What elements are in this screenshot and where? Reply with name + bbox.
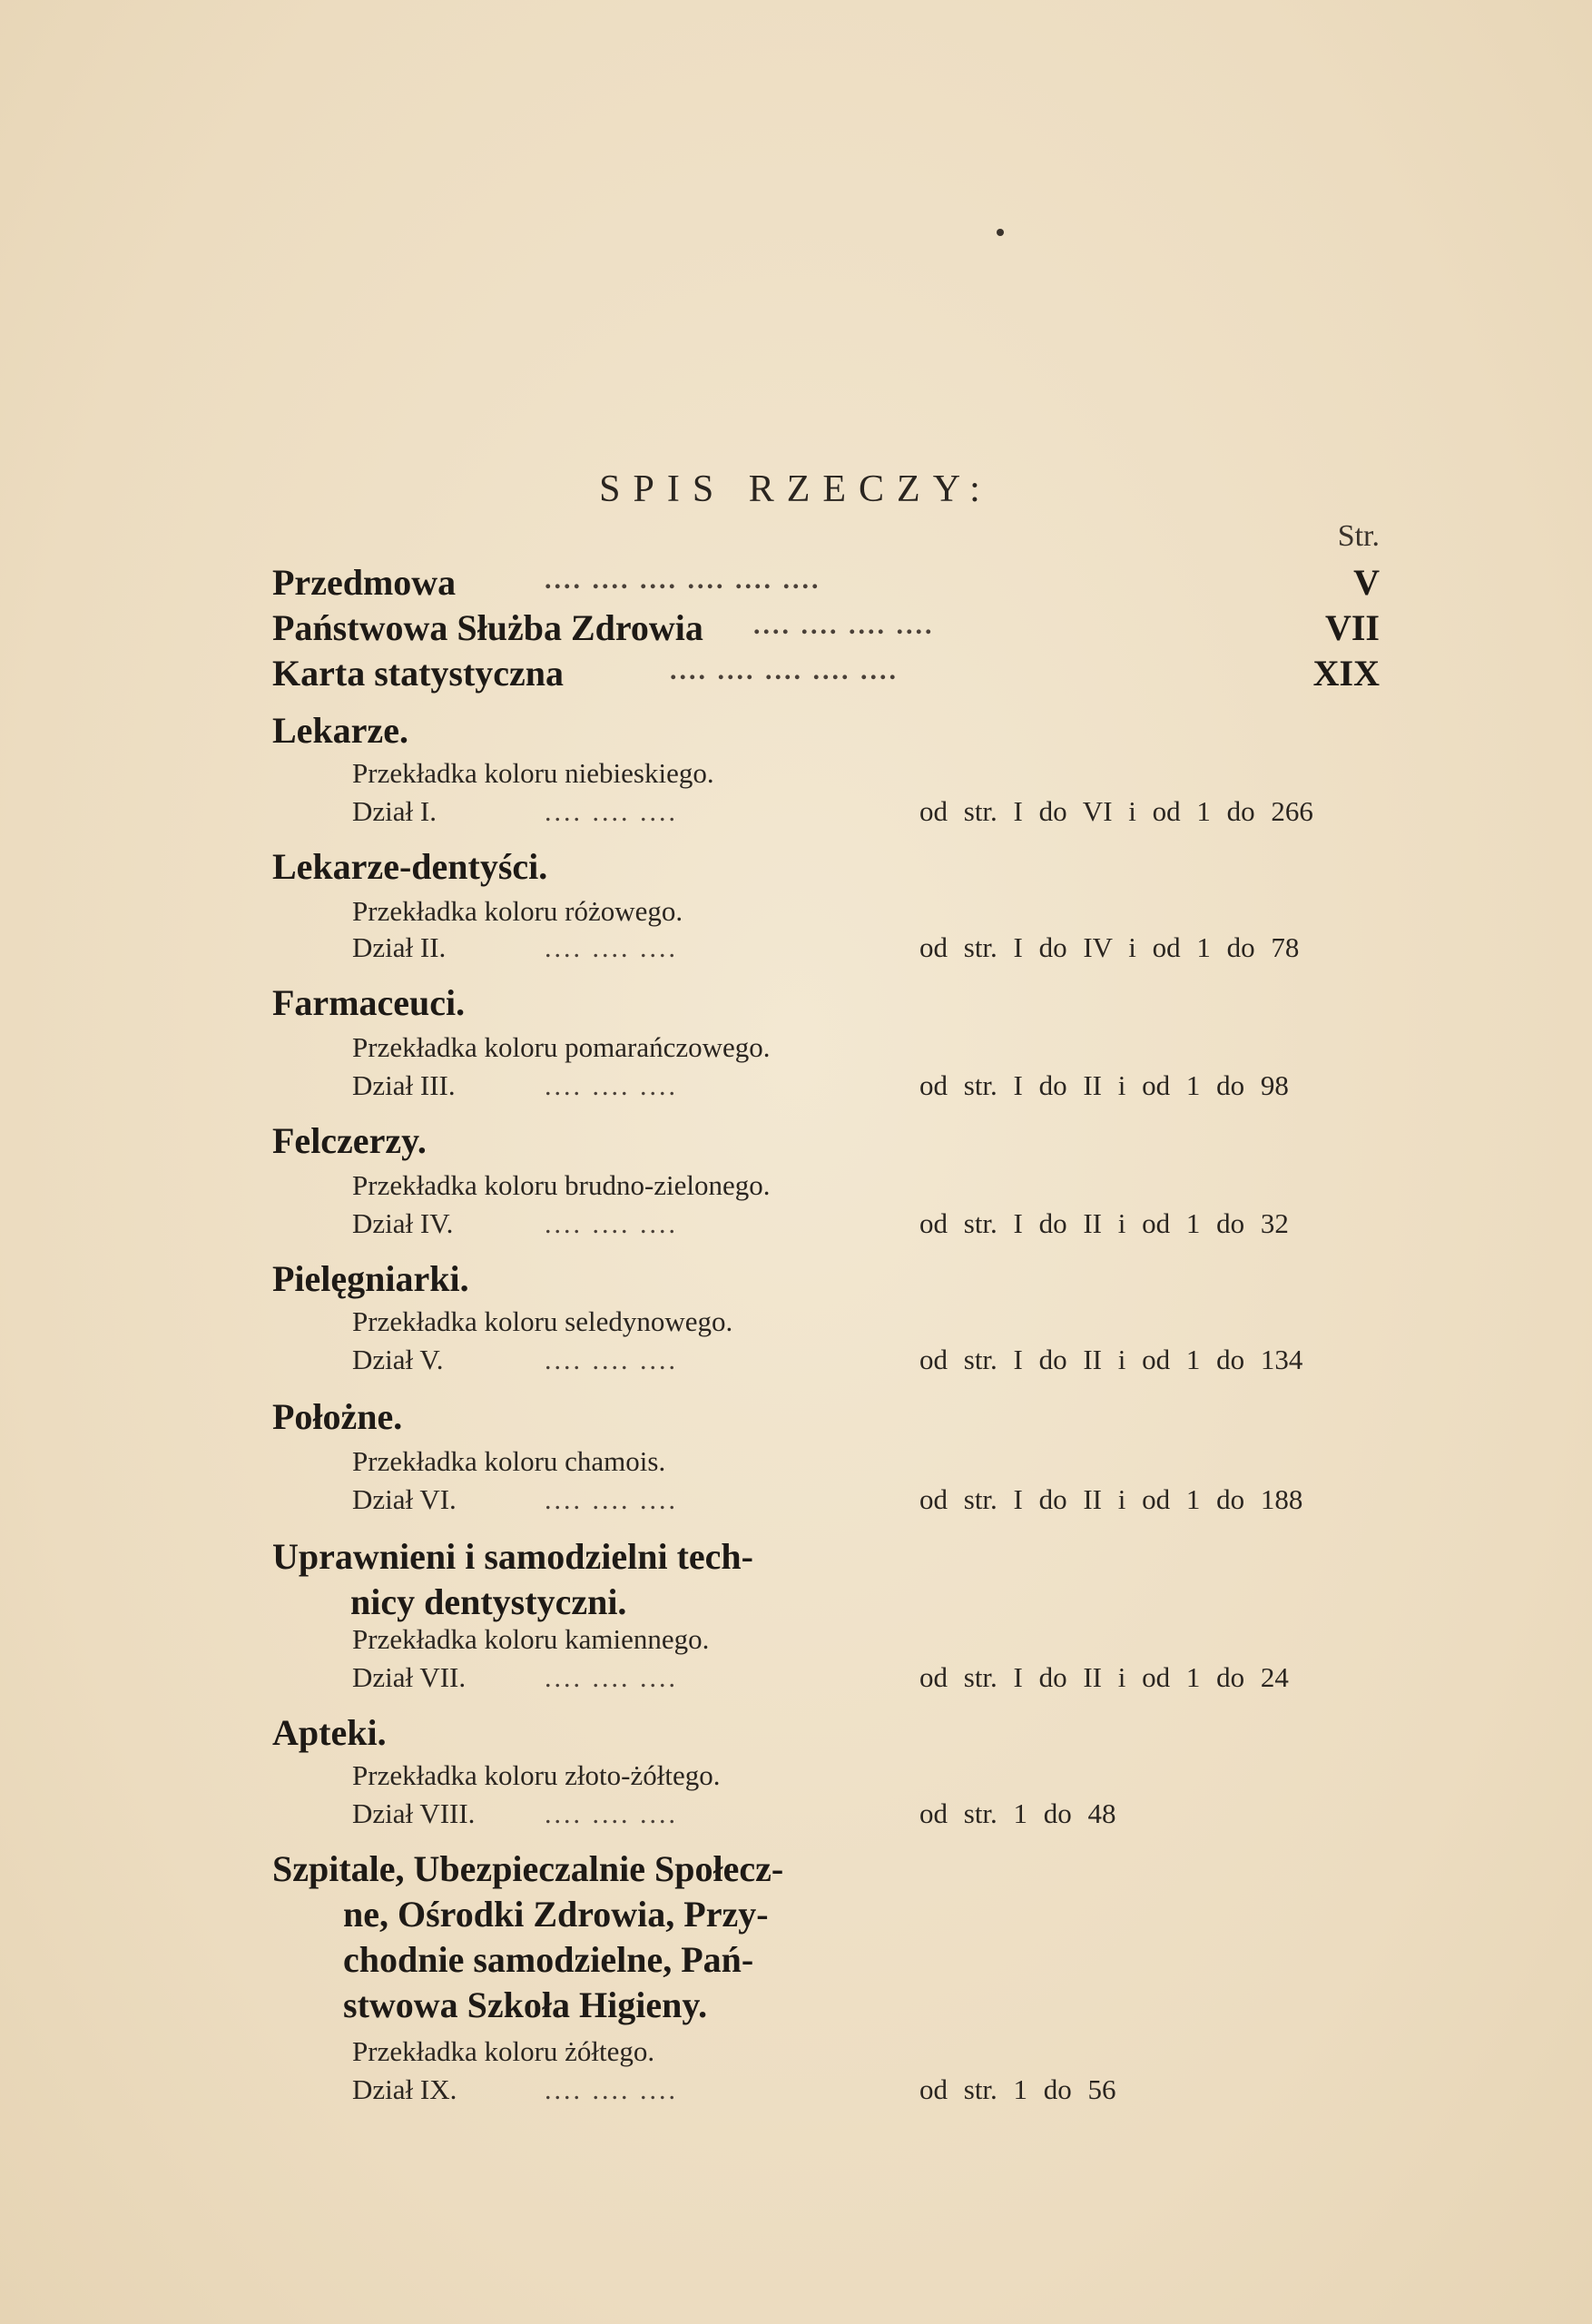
section-number: Dział II. (352, 931, 447, 963)
page-range: od str. 1 do 48 (919, 1797, 1116, 1829)
page-range: od str. I do II i od 1 do 24 (919, 1661, 1289, 1693)
entry-label: Państwowa Służba Zdrowia (272, 607, 703, 648)
divider-color-note: Przekładka koloru niebieskiego. (352, 757, 714, 789)
leader-dots: .... .... .... (545, 1345, 678, 1375)
section-title-line: Felczerzy. (272, 1120, 427, 1161)
toc-entry (272, 561, 1380, 606)
entry-page: VII (1324, 607, 1380, 648)
leader-dots: .... .... .... (545, 1799, 678, 1829)
section-title-line: chodnie samodzielne, Pań- (343, 1939, 754, 1980)
page-range: od str. I do II i od 1 do 32 (919, 1207, 1289, 1239)
divider-color-note: Przekładka koloru różowego. (352, 895, 683, 927)
leader-dots: .... .... .... (545, 1071, 678, 1101)
ink-dot (997, 229, 1004, 236)
leader-dots: .... .... .... (545, 797, 678, 827)
leader-dots: .... .... .... .... .... (670, 655, 899, 685)
leader-dots: .... .... .... (545, 2075, 678, 2105)
section-title-line: Lekarze. (272, 710, 408, 751)
section-number: Dział VI. (352, 1483, 457, 1515)
section-number: Dział VIII. (352, 1797, 476, 1829)
section-title-line: stwowa Szkoła Higieny. (343, 1984, 708, 2025)
page-range: od str. I do II i od 1 do 98 (919, 1069, 1289, 1101)
toc-entry (272, 606, 1380, 652)
section-number: Dział III. (352, 1069, 456, 1101)
page-column-header: Str. (1337, 519, 1380, 553)
section-title-line: nicy dentystyczni. (350, 1581, 627, 1622)
entry-label: Karta statystyczna (272, 653, 565, 694)
section-title (272, 1846, 871, 2028)
section-title (272, 1118, 1380, 1164)
entry-label: Przedmowa (272, 562, 457, 603)
section-title (272, 844, 1380, 890)
divider-color-note: Przekładka koloru złoto-żółtego. (352, 1759, 721, 1791)
page-range: od str. 1 do 56 (919, 2073, 1116, 2105)
divider-color-note: Przekładka koloru brudno-zielonego. (352, 1169, 771, 1201)
leader-dots: .... .... .... (545, 933, 678, 963)
section-title-line: Pielęgniarki. (272, 1258, 469, 1299)
divider-color-note: Przekładka koloru seledynowego. (352, 1305, 733, 1337)
section-title (272, 1256, 1380, 1302)
section-title-line: Położne. (272, 1396, 403, 1437)
page-title: SPIS RZECZY: (599, 468, 993, 510)
section-number: Dział V. (352, 1344, 444, 1375)
section-title (272, 980, 1380, 1026)
section-title-line: Uprawnieni i samodzielni tech- (272, 1536, 753, 1577)
section-title (272, 1710, 1380, 1756)
divider-color-note: Przekładka koloru pomarańczowego. (352, 1031, 771, 1063)
leader-dots: .... .... .... (545, 1485, 678, 1515)
leader-dots: .... .... .... .... .... .... (545, 565, 821, 595)
section-title-line: Apteki. (272, 1712, 387, 1753)
divider-color-note: Przekładka koloru chamois. (352, 1445, 666, 1477)
toc-entry (272, 652, 1380, 697)
section-title (272, 708, 1380, 753)
divider-color-note: Przekładka koloru kamiennego. (352, 1623, 710, 1655)
section-number: Dział IX. (352, 2073, 457, 2105)
divider-color-note: Przekładka koloru żółtego. (352, 2035, 655, 2067)
section-number: Dział I. (352, 795, 437, 827)
section-number: Dział IV. (352, 1207, 454, 1239)
entry-page: V (1353, 562, 1380, 603)
page-range: od str. I do II i od 1 do 134 (919, 1344, 1303, 1375)
page-range: od str. I do VI i od 1 do 266 (919, 795, 1313, 827)
section-number: Dział VII. (352, 1661, 467, 1693)
section-title-line: Szpitale, Ubezpieczalnie Społecz- (272, 1848, 784, 1889)
entry-page: XIX (1312, 653, 1380, 694)
leader-dots: .... .... .... .... (753, 610, 935, 640)
section-title (272, 1394, 1380, 1440)
section-title-line: ne, Ośrodki Zdrowia, Przy- (343, 1894, 769, 1935)
section-title-line: Farmaceuci. (272, 982, 466, 1023)
section-title (272, 1534, 871, 1625)
page-range: od str. I do IV i od 1 do 78 (919, 931, 1300, 963)
section-title-line: Lekarze-dentyści. (272, 846, 548, 887)
leader-dots: .... .... .... (545, 1209, 678, 1239)
leader-dots: .... .... .... (545, 1663, 678, 1693)
page-range: od str. I do II i od 1 do 188 (919, 1483, 1303, 1515)
